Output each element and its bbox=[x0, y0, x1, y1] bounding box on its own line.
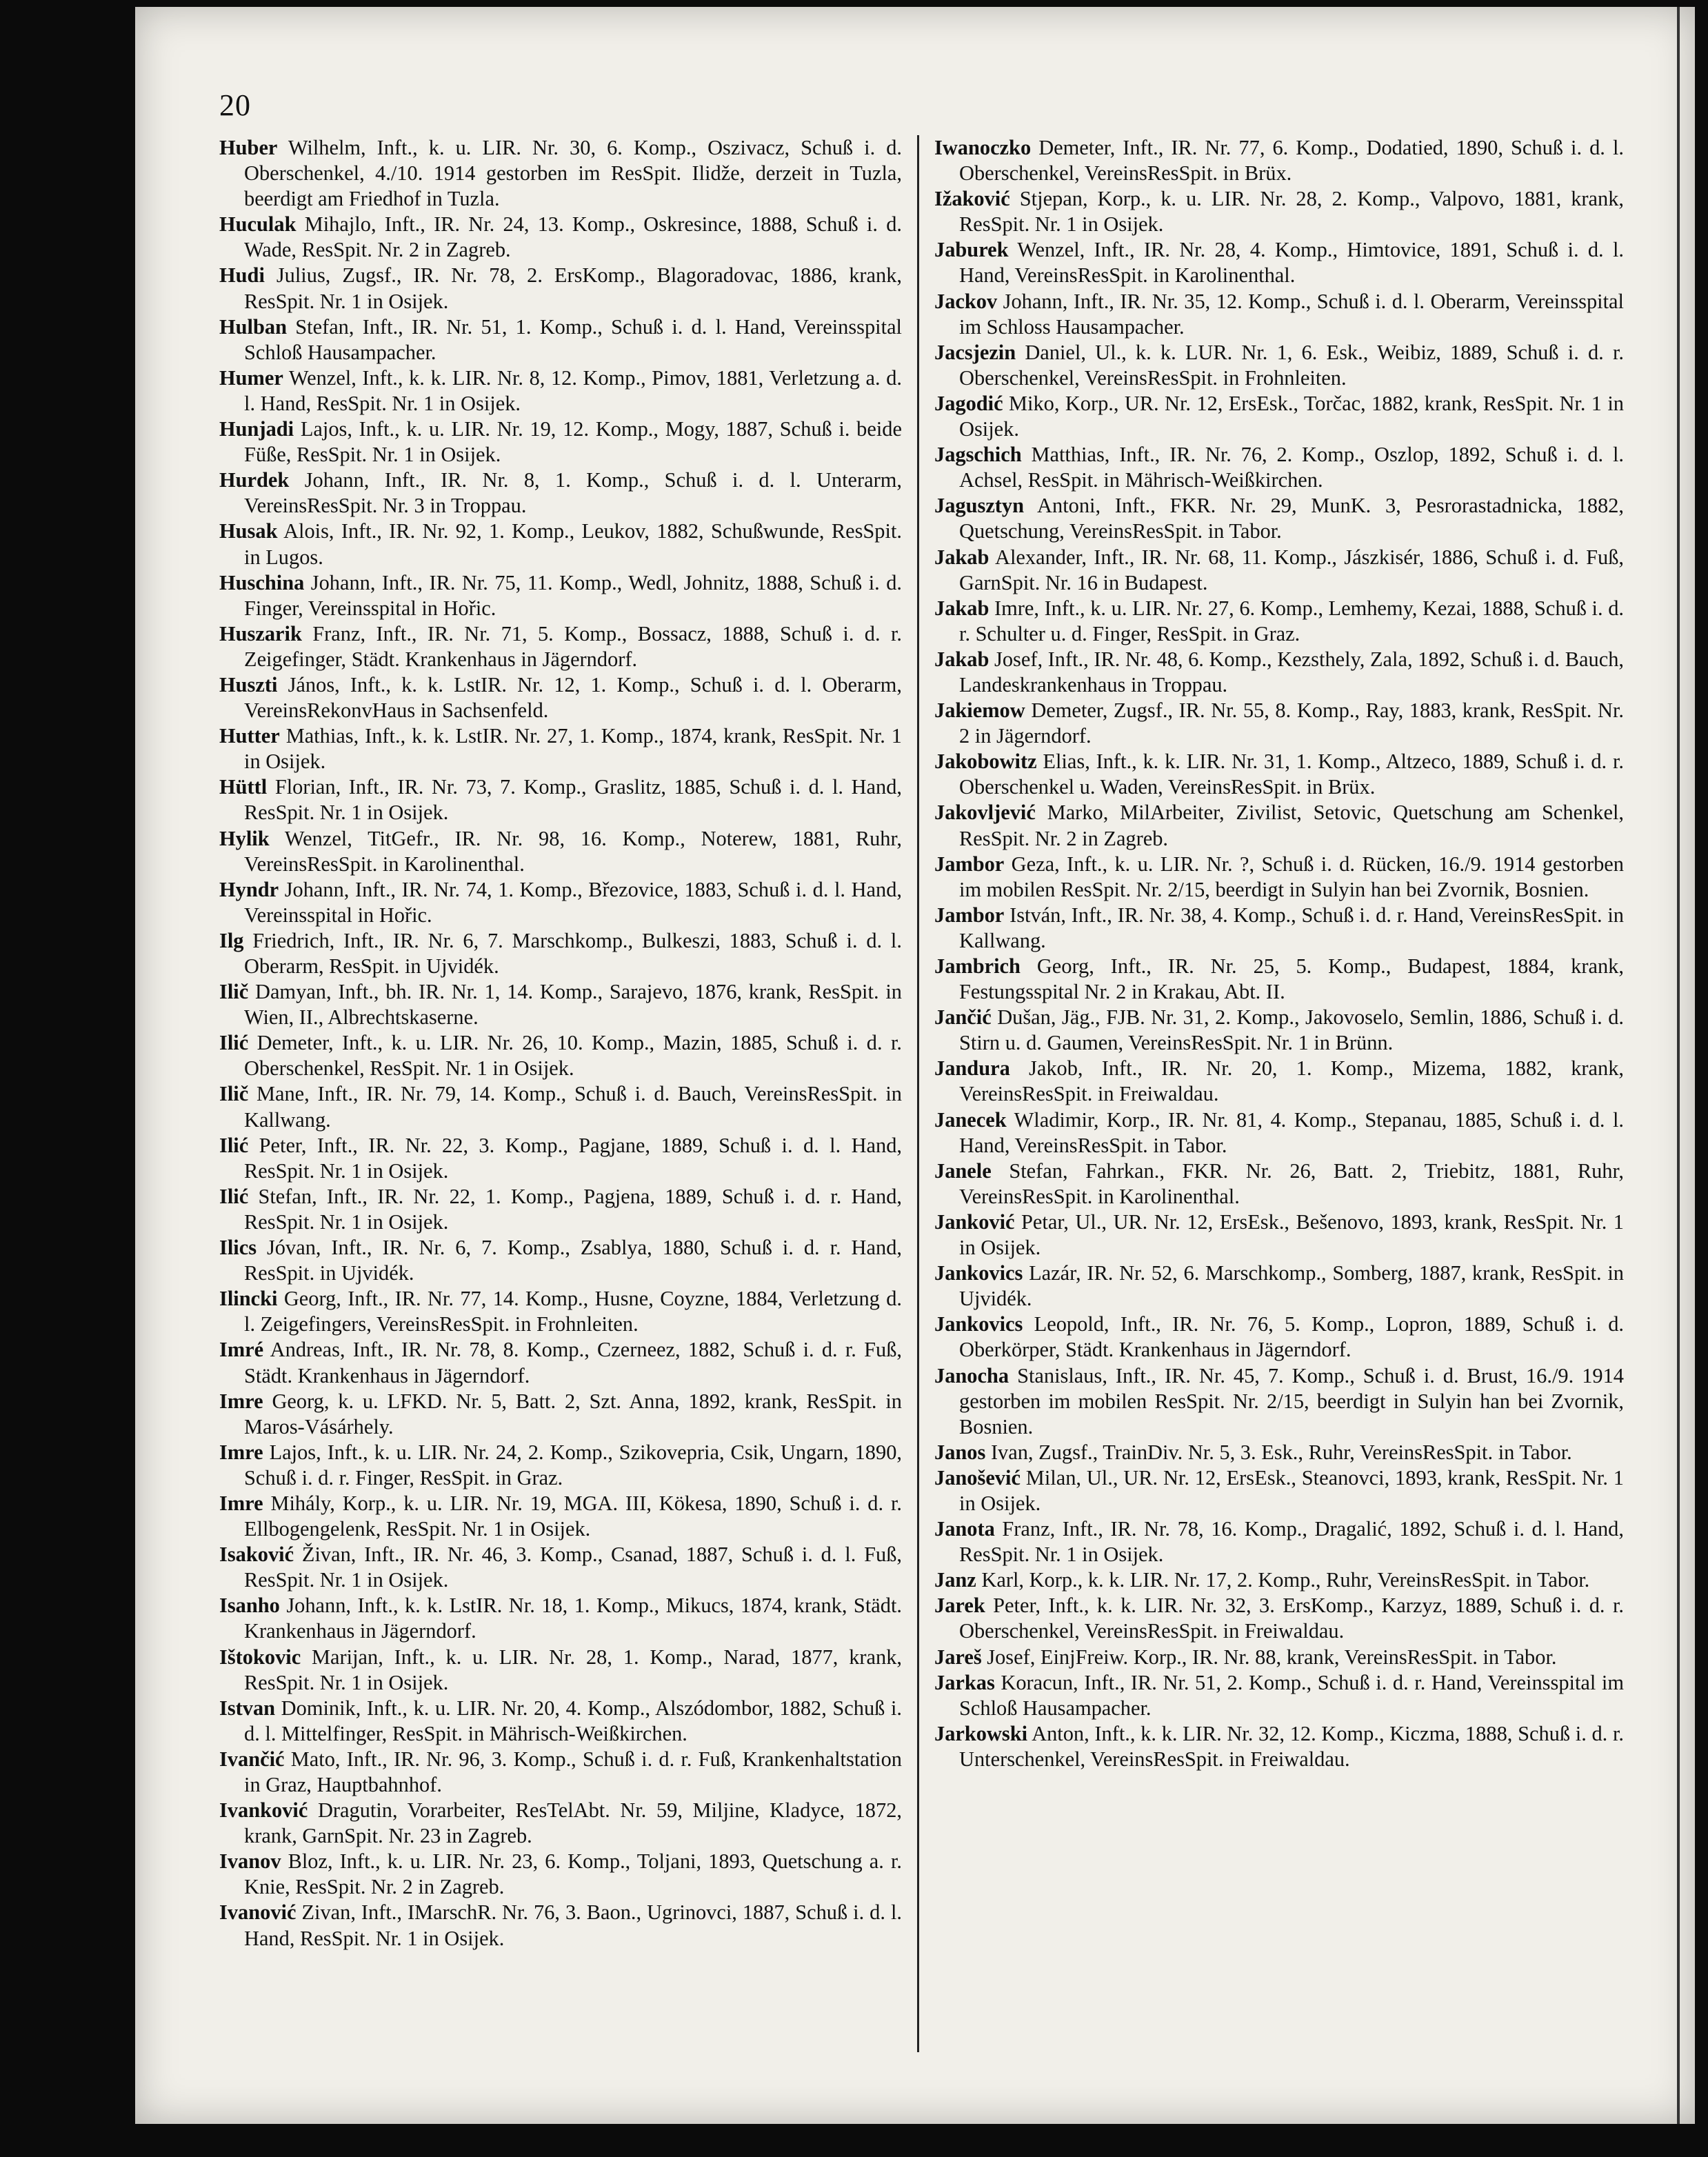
entry-surname: Jambor bbox=[934, 852, 1005, 876]
entry-surname: Ilg bbox=[219, 928, 244, 952]
entry-details: Koracun, Inft., IR. Nr. 51, 2. Komp., Schuß i. d. r. Hand, Vereinsspital im Schloß Hausampacher. bbox=[959, 1670, 1624, 1720]
register-entry bbox=[219, 621, 902, 672]
entry-surname: Imre bbox=[219, 1440, 263, 1464]
entry-details: Stefan, Inft., IR. Nr. 51, 1. Komp., Schuß i. d. l. Hand, Vereinsspital Schloß Hausampacher. bbox=[244, 314, 903, 364]
entry-details: Wenzel, Inft., IR. Nr. 28, 4. Komp., Himtovice, 1891, Schuß i. d. l. Hand, VereinsResSpit. in Karolinenthal. bbox=[959, 238, 1624, 288]
entry-details: Imre, Inft., k. u. LIR. Nr. 27, 6. Komp., Lemhemy, Kezai, 1888, Schuß i. d. r. Schulter u. d. Finger, ResSpit. in Graz. bbox=[959, 596, 1624, 645]
entry-surname: Huszarik bbox=[219, 621, 302, 645]
entry-surname: Istvan bbox=[219, 1696, 276, 1720]
register-entry bbox=[219, 1645, 902, 1696]
entry-details: István, Inft., IR. Nr. 38, 4. Komp., Schuß i. d. r. Hand, VereinsResSpit. in Kallwang. bbox=[959, 903, 1624, 952]
register-entry bbox=[934, 698, 1624, 749]
entry-surname: Iwanoczko bbox=[934, 136, 1032, 159]
entry-details: Geza, Inft., k. u. LIR. Nr. ?, Schuß i. d. Rücken, 16./9. 1914 gestorben im mobilen ResSpit. Nr. 2/15, beerdigt in Sulyin han bei Zvornik, Bosnien. bbox=[959, 852, 1624, 901]
register-entry bbox=[219, 1593, 902, 1644]
register-entry bbox=[219, 1133, 902, 1184]
register-entry bbox=[219, 774, 902, 825]
entry-surname: Ištokovic bbox=[219, 1645, 301, 1669]
register-entry bbox=[219, 314, 902, 365]
register-entry bbox=[934, 1670, 1624, 1721]
entry-surname: Jakab bbox=[934, 596, 989, 620]
entry-details: Dragutin, Vorarbeiter, ResTelAbt. Nr. 59, Miljine, Kladyce, 1872, krank, GarnSpit. Nr. 23 in Zagreb. bbox=[244, 1798, 902, 1848]
register-entry bbox=[219, 1235, 902, 1286]
entry-surname: Janz bbox=[934, 1568, 976, 1592]
entry-details: Wenzel, TitGefr., IR. Nr. 98, 16. Komp., Noterew, 1881, Ruhr, VereinsResSpit. in Karolinenthal. bbox=[244, 826, 902, 876]
entry-details: Anton, Inft., k. k. LIR. Nr. 32, 12. Komp., Kiczma, 1888, Schuß i. d. r. Unterschenkel, VereinsResSpit. in Freiwaldau. bbox=[959, 1721, 1624, 1771]
entry-surname: Ilić bbox=[219, 1133, 249, 1157]
entry-details: Dušan, Jäg., FJB. Nr. 31, 2. Komp., Jakovoselo, Semlin, 1886, Schuß i. d. Stirn u. d. Gaumen, VereinsResSpit. Nr. 1 in Brünn. bbox=[959, 1005, 1624, 1055]
entry-details: Lajos, Inft., k. u. LIR. Nr. 19, 12. Komp., Mogy, 1887, Schuß i. beide Füße, ResSpit. Nr. 1 in Osijek. bbox=[244, 417, 902, 467]
right-column bbox=[934, 135, 1624, 1772]
entry-details: Andreas, Inft., IR. Nr. 78, 8. Komp., Czerneez, 1882, Schuß i. d. r. Fuß, Städt. Krankenhaus in Jägerndorf. bbox=[244, 1338, 903, 1387]
entry-surname: Jakab bbox=[934, 647, 989, 671]
entry-details: Zivan, Inft., IMarschR. Nr. 76, 3. Baon., Ugrinovci, 1887, Schuß i. d. l. Hand, ResSpit. Nr. 1 in Osijek. bbox=[244, 1900, 902, 1950]
register-entry bbox=[934, 135, 1624, 186]
register-entry bbox=[934, 749, 1624, 800]
register-entry bbox=[219, 1491, 902, 1542]
register-entry bbox=[934, 1440, 1624, 1465]
entry-surname: Husak bbox=[219, 519, 278, 543]
entry-surname: Hurdek bbox=[219, 468, 290, 492]
entry-surname: Imré bbox=[219, 1338, 264, 1362]
entry-details: Georg, Inft., IR. Nr. 77, 14. Komp., Husne, Coyzne, 1884, Verletzung d. l. Zeigefingers, VereinsResSpit. in Frohnleiten. bbox=[244, 1287, 902, 1336]
entry-surname: Ivanović bbox=[219, 1900, 297, 1925]
register-entry bbox=[934, 596, 1624, 647]
entry-surname: Janković bbox=[934, 1210, 1015, 1234]
register-entry bbox=[219, 365, 902, 417]
register-entry bbox=[934, 903, 1624, 954]
entry-surname: Ilincki bbox=[219, 1287, 278, 1311]
entry-details: Georg, Inft., IR. Nr. 25, 5. Komp., Budapest, 1884, krank, Festungsspital Nr. 2 in Krakau, Abt. II. bbox=[959, 954, 1624, 1004]
register-entry bbox=[934, 1363, 1624, 1440]
entry-surname: Jarek bbox=[934, 1594, 985, 1618]
page-edge-line bbox=[1677, 7, 1680, 2124]
entry-surname: Imre bbox=[219, 1491, 263, 1515]
entry-details: Stjepan, Korp., k. u. LIR. Nr. 28, 2. Komp., Valpovo, 1881, krank, ResSpit. Nr. 1 in Osijek. bbox=[959, 187, 1624, 237]
register-entry bbox=[219, 1337, 902, 1388]
entry-surname: Jarkowski bbox=[934, 1721, 1028, 1745]
register-entry bbox=[219, 979, 902, 1030]
entry-surname: Isaković bbox=[219, 1543, 294, 1567]
register-entry bbox=[934, 289, 1624, 340]
register-entry bbox=[934, 647, 1624, 698]
register-entry bbox=[219, 1747, 902, 1798]
entry-details: Alois, Inft., IR. Nr. 92, 1. Komp., Leukov, 1882, Schußwunde, ResSpit. in Lugos. bbox=[244, 519, 902, 569]
entry-details: Peter, Inft., IR. Nr. 22, 3. Komp., Pagjane, 1889, Schuß i. d. l. Hand, ResSpit. Nr. 1 in Osijek. bbox=[244, 1133, 902, 1183]
entry-details: Franz, Inft., IR. Nr. 71, 5. Komp., Bossacz, 1888, Schuß i. d. r. Zeigefinger, Städt. Krankenhaus in Jägerndorf. bbox=[244, 621, 902, 671]
register-entry bbox=[219, 135, 902, 212]
entry-details: Mathias, Inft., k. k. LstIR. Nr. 27, 1. Komp., 1874, krank, ResSpit. Nr. 1 in Osijek. bbox=[244, 724, 902, 774]
register-entry bbox=[934, 954, 1624, 1005]
register-entry bbox=[219, 417, 902, 468]
register-entry bbox=[219, 1696, 902, 1747]
register-entry bbox=[219, 1542, 902, 1593]
entry-details: Karl, Korp., k. k. LIR. Nr. 17, 2. Komp., Ruhr, VereinsResSpit. in Tabor. bbox=[981, 1568, 1590, 1592]
entry-surname: Ilič bbox=[219, 1082, 249, 1106]
entry-details: Stanislaus, Inft., IR. Nr. 45, 7. Komp., Schuß i. d. Brust, 16./9. 1914 gestorben im mobilen ResSpit. Nr. 2/15, beerdigt in Sulyin han bei Zvornik, Bosnien. bbox=[959, 1363, 1624, 1438]
entry-surname: Imre bbox=[219, 1389, 263, 1413]
entry-details: Johann, Inft., IR. Nr. 75, 11. Komp., Wedl, Johnitz, 1888, Schuß i. d. Finger, Vereinsspital in Hořic. bbox=[244, 570, 902, 620]
entry-surname: Jandura bbox=[934, 1056, 1010, 1081]
entry-surname: Huber bbox=[219, 136, 278, 159]
entry-details: Peter, Inft., k. k. LIR. Nr. 32, 3. ErsKomp., Karzyz, 1889, Schuß i. d. r. Oberschenkel, VereinsResSpit. in Freiwaldau. bbox=[959, 1594, 1624, 1643]
register-entry bbox=[219, 1900, 902, 1951]
register-entry bbox=[219, 1798, 902, 1849]
entry-surname: Janecek bbox=[934, 1107, 1007, 1132]
entry-surname: Huszti bbox=[219, 672, 278, 696]
entry-surname: Hulban bbox=[219, 314, 287, 339]
entry-surname: Jaburek bbox=[934, 238, 1009, 262]
entry-details: Demeter, Inft., k. u. LIR. Nr. 26, 10. Komp., Mazin, 1885, Schuß i. d. r. Oberschenkel, ResSpit. Nr. 1 in Osijek. bbox=[244, 1031, 902, 1081]
entry-surname: Humer bbox=[219, 365, 283, 390]
entry-details: Demeter, Inft., IR. Nr. 77, 6. Komp., Dodatied, 1890, Schuß i. d. l. Oberschenkel, VereinsResSpit. in Brüx. bbox=[959, 136, 1624, 185]
entry-surname: Jagschich bbox=[934, 443, 1022, 467]
entry-surname: Jankovics bbox=[934, 1312, 1023, 1336]
register-entry bbox=[934, 1210, 1624, 1261]
entry-details: Daniel, Ul., k. k. LUR. Nr. 1, 6. Esk., Weibiz, 1889, Schuß i. d. r. Oberschenkel, VereinsResSpit. in Frohnleiten. bbox=[959, 340, 1624, 390]
entry-surname: Hüttl bbox=[219, 775, 268, 799]
register-entry bbox=[219, 1389, 902, 1440]
register-entry bbox=[219, 1440, 902, 1491]
entry-details: Alexander, Inft., IR. Nr. 68, 11. Komp., Jászkisér, 1886, Schuß i. d. Fuß, GarnSpit. Nr. 16 in Budapest. bbox=[959, 545, 1624, 594]
entry-surname: Hutter bbox=[219, 724, 280, 748]
entry-details: Petar, Ul., UR. Nr. 12, ErsEsk., Bešenovo, 1893, krank, ResSpit. Nr. 1 in Osijek. bbox=[959, 1210, 1624, 1260]
entry-surname: Jakovljević bbox=[934, 801, 1036, 825]
entry-details: Antoni, Inft., FKR. Nr. 29, MunK. 3, Pesrorastadnicka, 1882, Quetschung, VereinsResSpit. in Tabor. bbox=[959, 494, 1624, 543]
entry-surname: Janos bbox=[934, 1440, 986, 1464]
entry-details: Josef, Inft., IR. Nr. 48, 6. Komp., Kezsthely, Zala, 1892, Schuß i. d. Bauch, Landeskrankenhaus in Troppau. bbox=[959, 647, 1624, 696]
register-entry bbox=[219, 1849, 902, 1900]
entry-details: Mihály, Korp., k. u. LIR. Nr. 19, MGA. III, Kökesa, 1890, Schuß i. d. r. Ellbogengelenk, ResSpit. Nr. 1 in Osijek. bbox=[244, 1491, 902, 1541]
entry-details: Wilhelm, Inft., k. u. LIR. Nr. 30, 6. Komp., Oszivacz, Schuß i. d. Oberschenkel, 4./10. 1914 gestorben im ResSpit. Ilidže, derzeit in Tuzla, beerdigt am Friedhof in Tuzla. bbox=[244, 136, 902, 211]
entry-surname: Hunjadi bbox=[219, 417, 294, 441]
register-entry bbox=[219, 723, 902, 774]
entry-surname: Ivanković bbox=[219, 1798, 308, 1823]
register-entry bbox=[934, 391, 1624, 442]
register-entry bbox=[219, 1030, 902, 1081]
entry-surname: Jacsjezin bbox=[934, 340, 1016, 364]
register-entry bbox=[219, 928, 902, 979]
entry-surname: Jagusztyn bbox=[934, 494, 1025, 518]
entry-surname: Ivanov bbox=[219, 1849, 281, 1874]
entry-details: Julius, Zugsf., IR. Nr. 78, 2. ErsKomp., Blagoradovac, 1886, krank, ResSpit. Nr. 1 in Osijek. bbox=[244, 263, 902, 313]
register-entry bbox=[934, 1056, 1624, 1107]
register-entry bbox=[219, 570, 902, 621]
entry-surname: Jakobowitz bbox=[934, 750, 1037, 774]
entry-surname: Ilič bbox=[219, 980, 249, 1004]
entry-details: Bloz, Inft., k. u. LIR. Nr. 23, 6. Komp., Toljani, 1893, Quetschung a. r. Knie, ResSpit. Nr. 2 in Zagreb. bbox=[244, 1849, 902, 1899]
register-entry bbox=[934, 186, 1624, 237]
entry-details: Georg, k. u. LFKD. Nr. 5, Batt. 2, Szt. Anna, 1892, krank, ResSpit. in Maros-Vásárhely. bbox=[244, 1389, 902, 1438]
register-entry bbox=[934, 493, 1624, 544]
entry-surname: Ilics bbox=[219, 1236, 257, 1260]
entry-surname: Ilić bbox=[219, 1031, 249, 1055]
entry-details: Marijan, Inft., k. u. LIR. Nr. 28, 1. Komp., Narad, 1877, krank, ResSpit. Nr. 1 in Osijek. bbox=[244, 1645, 902, 1694]
entry-details: Friedrich, Inft., IR. Nr. 6, 7. Marschkomp., Bulkeszi, 1883, Schuß i. d. l. Oberarm, ResSpit. in Ujvidék. bbox=[244, 928, 902, 978]
page-number: 20 bbox=[219, 88, 251, 122]
entry-surname: Janele bbox=[934, 1158, 992, 1183]
register-entry bbox=[934, 1567, 1624, 1593]
entry-details: Jakob, Inft., IR. Nr. 20, 1. Komp., Mizema, 1882, krank, VereinsResSpit. in Freiwaldau. bbox=[959, 1056, 1624, 1106]
register-entry bbox=[934, 1261, 1624, 1312]
entry-details: Leopold, Inft., IR. Nr. 76, 5. Komp., Lopron, 1889, Schuß i. d. Oberkörper, Städt. Krankenhaus in Jägerndorf. bbox=[959, 1312, 1624, 1362]
entry-surname: Jankovics bbox=[934, 1261, 1023, 1285]
entry-details: Mato, Inft., IR. Nr. 96, 3. Komp., Schuß i. d. r. Fuß, Krankenhaltstation in Graz, Hauptbahnhof. bbox=[244, 1747, 902, 1796]
entry-surname: Jakiemow bbox=[934, 699, 1025, 723]
left-column bbox=[219, 135, 902, 1952]
entry-details: Dominik, Inft., k. u. LIR. Nr. 20, 4. Komp., Alszódombor, 1882, Schuß i. d. l. Mittelfinger, ResSpit. in Mährisch-Weißkirchen. bbox=[244, 1696, 902, 1745]
entry-surname: Hylik bbox=[219, 826, 270, 850]
register-entry bbox=[219, 1286, 902, 1337]
register-entry bbox=[934, 545, 1624, 596]
register-entry bbox=[934, 1721, 1624, 1772]
register-entry bbox=[219, 212, 902, 263]
entry-details: Lazár, IR. Nr. 52, 6. Marschkomp., Somberg, 1887, krank, ResSpit. in Ujvidék. bbox=[959, 1261, 1624, 1311]
entry-surname: Janota bbox=[934, 1517, 995, 1541]
register-entry bbox=[934, 442, 1624, 493]
entry-details: Mane, Inft., IR. Nr. 79, 14. Komp., Schuß i. d. Bauch, VereinsResSpit. in Kallwang. bbox=[244, 1082, 903, 1132]
entry-surname: Jackov bbox=[934, 289, 998, 313]
entry-surname: Huculak bbox=[219, 212, 297, 237]
entry-surname: Jambrich bbox=[934, 954, 1021, 978]
entry-surname: Hyndr bbox=[219, 877, 279, 901]
register-entry bbox=[934, 1465, 1624, 1516]
entry-surname: Janocha bbox=[934, 1363, 1009, 1387]
entry-details: János, Inft., k. k. LstIR. Nr. 12, 1. Komp., Schuß i. d. l. Oberarm, VereinsRekonvHaus in Sachsenfeld. bbox=[244, 672, 902, 723]
register-entry bbox=[934, 1645, 1624, 1670]
register-entry bbox=[934, 1107, 1624, 1158]
entry-details: Wladimir, Korp., IR. Nr. 81, 4. Komp., Stepanau, 1885, Schuß i. d. l. Hand, VereinsResSpit. in Tabor. bbox=[959, 1107, 1624, 1157]
register-entry bbox=[934, 1312, 1624, 1363]
register-entry bbox=[934, 852, 1624, 903]
entry-surname: Jareš bbox=[934, 1645, 982, 1669]
entry-surname: Hudi bbox=[219, 263, 265, 288]
register-entry bbox=[219, 826, 902, 877]
entry-surname: Ilić bbox=[219, 1184, 249, 1208]
register-entry bbox=[934, 1593, 1624, 1644]
entry-details: Damyan, Inft., bh. IR. Nr. 1, 14. Komp., Sarajevo, 1876, krank, ResSpit. in Wien, II., Albrechtskaserne. bbox=[244, 980, 902, 1030]
entry-surname: Huschina bbox=[219, 570, 305, 594]
column-divider bbox=[917, 135, 919, 2052]
entry-details: Wenzel, Inft., k. k. LIR. Nr. 8, 12. Komp., Pimov, 1881, Verletzung a. d. l. Hand, ResSpit. Nr. 1 in Osijek. bbox=[244, 365, 902, 415]
register-entry bbox=[934, 1516, 1624, 1567]
entry-surname: Jančić bbox=[934, 1005, 992, 1030]
register-entry bbox=[219, 877, 902, 928]
entry-details: Elias, Inft., k. k. LIR. Nr. 31, 1. Komp., Altzeco, 1889, Schuß i. d. r. Oberschenkel u. Waden, VereinsResSpit. in Brüx. bbox=[959, 750, 1624, 799]
entry-surname: Ivančić bbox=[219, 1747, 285, 1771]
entry-details: Johann, Inft., IR. Nr. 35, 12. Komp., Schuß i. d. l. Oberarm, Vereinsspital im Schloss Hausampacher. bbox=[959, 289, 1624, 339]
register-entry bbox=[219, 1184, 902, 1235]
register-entry bbox=[219, 1081, 902, 1132]
register-entry bbox=[934, 1158, 1624, 1210]
register-entry bbox=[934, 340, 1624, 391]
register-entry bbox=[219, 519, 902, 570]
register-entry bbox=[219, 263, 902, 314]
register-entry bbox=[934, 237, 1624, 288]
entry-details: Demeter, Zugsf., IR. Nr. 55, 8. Komp., Ray, 1883, krank, ResSpit. Nr. 2 in Jägerndorf. bbox=[959, 699, 1624, 748]
entry-surname: Jagodić bbox=[934, 391, 1003, 415]
entry-surname: Jarkas bbox=[934, 1670, 995, 1694]
entry-details: Jóvan, Inft., IR. Nr. 6, 7. Komp., Zsablya, 1880, Schuß i. d. r. Hand, ResSpit. in Ujvidék. bbox=[244, 1236, 902, 1285]
entry-surname: Ižaković bbox=[934, 187, 1010, 211]
entry-details: Johann, Inft., IR. Nr. 74, 1. Komp., Březovice, 1883, Schuß i. d. l. Hand, Vereinsspital in Hořic. bbox=[244, 877, 902, 927]
entry-details: Miko, Korp., UR. Nr. 12, ErsEsk., Torčac, 1882, krank, ResSpit. Nr. 1 in Osijek. bbox=[959, 391, 1624, 441]
entry-details: Mihajlo, Inft., IR. Nr. 24, 13. Komp., Oskresince, 1888, Schuß i. d. Wade, ResSpit. Nr. 2 in Zagreb. bbox=[244, 212, 902, 262]
entry-details: Stefan, Fahrkan., FKR. Nr. 26, Batt. 2, Triebitz, 1881, Ruhr, VereinsResSpit. in Karolinenthal. bbox=[959, 1158, 1624, 1208]
register-entry bbox=[934, 1005, 1624, 1056]
entry-details: Lajos, Inft., k. u. LIR. Nr. 24, 2. Komp., Szikovepria, Csik, Ungarn, 1890, Schuß i. d. r. Finger, ResSpit. in Graz. bbox=[244, 1440, 902, 1489]
entry-surname: Jakab bbox=[934, 545, 989, 569]
entry-details: Milan, Ul., UR. Nr. 12, ErsEsk., Steanovci, 1893, krank, ResSpit. Nr. 1 in Osijek. bbox=[959, 1465, 1624, 1515]
entry-surname: Jambor bbox=[934, 903, 1005, 927]
entry-details: Johann, Inft., IR. Nr. 8, 1. Komp., Schuß i. d. l. Unterarm, VereinsResSpit. Nr. 3 in Troppau. bbox=[244, 468, 902, 518]
entry-details: Johann, Inft., k. k. LstIR. Nr. 18, 1. Komp., Mikucs, 1874, krank, Städt. Krankenhaus in Jägerndorf. bbox=[244, 1594, 902, 1643]
register-entry bbox=[219, 672, 902, 723]
entry-details: Florian, Inft., IR. Nr. 73, 7. Komp., Graslitz, 1885, Schuß i. d. l. Hand, ResSpit. Nr. 1 in Osijek. bbox=[244, 775, 902, 825]
entry-surname: Isanho bbox=[219, 1594, 280, 1618]
entry-details: Matthias, Inft., IR. Nr. 76, 2. Komp., Oszlop, 1892, Schuß i. d. l. Achsel, ResSpit. in Mährisch-Weißkirchen. bbox=[959, 443, 1624, 492]
entry-details: Ivan, Zugsf., TrainDiv. Nr. 5, 3. Esk., Ruhr, VereinsResSpit. in Tabor. bbox=[990, 1440, 1572, 1464]
entry-details: Marko, MilArbeiter, Zivilist, Setovic, Quetschung am Schenkel, ResSpit. Nr. 2 in Zagreb. bbox=[959, 801, 1624, 850]
entry-details: Stefan, Inft., IR. Nr. 22, 1. Komp., Pagjena, 1889, Schuß i. d. r. Hand, ResSpit. Nr. 1 in Osijek. bbox=[244, 1184, 902, 1234]
entry-details: Josef, EinjFreiw. Korp., IR. Nr. 88, krank, VereinsResSpit. in Tabor. bbox=[987, 1645, 1557, 1669]
register-entry bbox=[934, 800, 1624, 851]
entry-details: Živan, Inft., IR. Nr. 46, 3. Komp., Csanad, 1887, Schuß i. d. l. Fuß, ResSpit. Nr. 1 in Osijek. bbox=[244, 1543, 902, 1592]
register-entry bbox=[219, 468, 902, 519]
entry-details: Franz, Inft., IR. Nr. 78, 16. Komp., Dragalić, 1892, Schuß i. d. l. Hand, ResSpit. Nr. 1 in Osijek. bbox=[959, 1517, 1624, 1567]
entry-surname: Janošević bbox=[934, 1465, 1021, 1489]
